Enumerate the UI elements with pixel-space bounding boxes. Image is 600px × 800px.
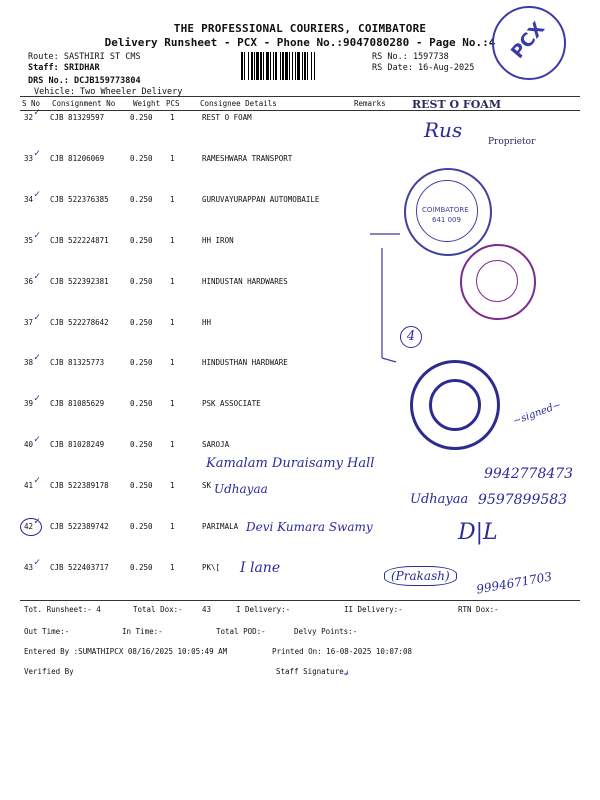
col-pcs: PCS — [166, 99, 180, 108]
staff-signature: Staff Signature — [276, 667, 344, 676]
row-consignee: RAMESHWARA TRANSPORT — [202, 153, 293, 163]
staff-text: Staff: SRIDHAR — [28, 63, 100, 73]
row-pcs: 1 — [170, 153, 175, 163]
page-title: THE PROFESSIONAL COURIERS, COIMBATORE — [173, 22, 427, 35]
row-consignee: GURUVAYURAPPAN AUTOMOBAILE — [202, 194, 320, 204]
row-pcs: 1 — [170, 194, 175, 204]
row-consignee: HH — [202, 317, 212, 327]
row-pcs: 1 — [170, 358, 175, 368]
signature-row32: Rus — [424, 118, 463, 142]
row-sno: 37 — [24, 317, 34, 327]
row-pcs: 1 — [170, 113, 175, 122]
phone-note-1: 9942778473 — [484, 466, 574, 482]
row-sno: 33 — [24, 153, 34, 163]
col-consignment: Consignment No — [52, 99, 116, 108]
row-consignee: HH IRON — [202, 235, 234, 245]
guru-stamp-city: COIMBATORE — [422, 206, 469, 214]
tot-runsheet: Tot. Runsheet:- 4 — [24, 605, 101, 614]
udhaya-signature: Udhayaa — [410, 492, 469, 507]
barcode-bar — [295, 52, 296, 80]
bracket-mark — [360, 228, 420, 378]
barcode-bar — [292, 52, 293, 80]
row-consignment-no: CJB 522224871 — [50, 235, 109, 245]
col-sno: S No — [22, 99, 41, 108]
out-time: Out Time:- — [24, 627, 70, 636]
kamalam-note: Kamalam Duraisamy Hall — [206, 456, 375, 471]
row-consignment-no: CJB 522389178 — [50, 481, 109, 491]
barcode-bar — [270, 52, 271, 80]
row-consignment-no: CJB 81325773 — [50, 358, 105, 368]
row-weight: 0.250 — [130, 113, 153, 122]
row-sno: 35 — [24, 235, 34, 245]
phone-note-2: 9597899583 — [478, 492, 568, 508]
row-42-circle — [20, 518, 42, 536]
row-weight: 0.250 — [130, 358, 153, 368]
barcode-bar — [307, 52, 308, 80]
psk-scribble: ~signed~ — [511, 399, 563, 428]
delvy-points: Delvy Points:- — [294, 627, 358, 636]
check-icon: ✓ — [34, 516, 41, 527]
verified-by: Verified By — [24, 667, 74, 676]
check-icon: ✓ — [34, 393, 41, 405]
hindustan-stamp — [460, 244, 536, 320]
check-icon: ✓ — [34, 352, 41, 364]
check-icon: ✓ — [34, 270, 41, 282]
row-weight: 0.250 — [130, 276, 153, 286]
barcode-bar — [251, 52, 253, 80]
row-consignee: PSK ASSOCIATE — [202, 399, 261, 409]
check-icon: ✓ — [34, 475, 41, 487]
row-sno: 43 — [24, 562, 34, 572]
row-weight: 0.250 — [130, 235, 153, 245]
row-pcs: 1 — [170, 522, 175, 531]
in-time: In Time:- — [122, 627, 163, 636]
row-weight: 0.250 — [130, 440, 153, 450]
row-pcs: 1 — [170, 276, 175, 286]
route-text: Route: SASTHIRI ST CMS — [28, 52, 141, 62]
row-consignee: PARIMALA — [202, 522, 239, 531]
staff-initial: 𝓈 — [344, 664, 349, 678]
row-consignment-no: CJB 522376385 — [50, 194, 109, 204]
row-consignment-no: CJB 81028249 — [50, 440, 105, 450]
row-consignee: PK\[ — [202, 562, 221, 572]
rs-date-text: RS Date: 16-Aug-2025 — [372, 63, 475, 73]
row-weight: 0.250 — [130, 153, 153, 163]
dl-mark: D|L — [458, 520, 498, 545]
row-weight: 0.250 — [130, 562, 153, 572]
barcode-bar — [263, 52, 264, 80]
col-weight: Weight — [133, 99, 161, 108]
barcode — [240, 52, 368, 80]
barcode-bar — [314, 52, 315, 80]
check-icon: ✓ — [34, 229, 41, 241]
check-icon: ✓ — [34, 188, 41, 200]
check-icon: ✓ — [34, 147, 41, 159]
barcode-bar — [302, 52, 303, 80]
barcode-bar — [260, 52, 262, 80]
barcode-bar — [248, 52, 249, 80]
row-consignee: REST O FOAM — [202, 113, 252, 122]
row-weight: 0.250 — [130, 194, 153, 204]
row-consignment-no: CJB 81329597 — [50, 113, 105, 122]
row-pcs: 1 — [170, 317, 175, 327]
row-weight: 0.250 — [130, 522, 153, 531]
row-weight: 0.250 — [130, 399, 153, 409]
i-delivery: I Delivery:- — [236, 605, 291, 614]
total-pod: Total POD:- — [216, 627, 266, 636]
ii-delivery: II Delivery:- — [344, 605, 403, 614]
barcode-bar — [275, 52, 277, 80]
row-sno: 39 — [24, 399, 34, 409]
total-dox-label: Total Dox:- — [133, 605, 183, 614]
prakash-signature: (Prakash) — [384, 566, 457, 586]
row-sno: 38 — [24, 358, 34, 368]
row-consignment-no: CJB 81085629 — [50, 399, 105, 409]
phone-note-3: 9994671703 — [475, 569, 553, 597]
pcx-stamp — [492, 6, 566, 80]
col-remarks: Remarks — [354, 99, 386, 108]
row-consignment-no: CJB 522403717 — [50, 562, 109, 572]
rs-no-text: RS No.: 1597738 — [372, 52, 449, 62]
barcode-bar — [311, 52, 312, 80]
row-sno: 32 — [24, 113, 34, 122]
row-pcs: 1 — [170, 440, 175, 450]
row-consignment-no: CJB 522389742 — [50, 522, 109, 531]
row-sno: 41 — [24, 481, 34, 491]
row-consignee: HINDUSTAN HARDWARES — [202, 276, 288, 286]
total-dox-value: 43 — [202, 605, 212, 614]
runsheet-subtitle: Delivery Runsheet - PCX - Phone No.:9047080280 - Page No.:4 — [104, 36, 496, 49]
check-icon: ✓ — [34, 434, 41, 446]
row-sno: 36 — [24, 276, 34, 286]
vehicle-text: Vehicle: Two Wheeler Delivery — [34, 87, 183, 97]
row-weight: 0.250 — [130, 317, 153, 327]
row-pcs: 1 — [170, 481, 175, 491]
row-pcs: 1 — [170, 562, 175, 572]
rtn-dox: RTN Dox:- — [458, 605, 499, 614]
check-icon: ✓ — [34, 556, 41, 568]
barcode-bar — [273, 52, 274, 80]
row-consignment-no: CJB 81206069 — [50, 153, 105, 163]
barcode-bar — [289, 52, 290, 80]
devi-note: Devi Kumara Swamy — [246, 520, 373, 534]
row-consignment-no: CJB 522392381 — [50, 276, 109, 286]
row-consignee: SAROJA — [202, 440, 230, 450]
barcode-bar — [280, 52, 281, 80]
circled-four: 4 — [400, 326, 422, 348]
barcode-bar — [297, 52, 300, 80]
barcode-bar — [241, 52, 243, 80]
barcode-bar — [254, 52, 255, 80]
barcode-bar — [282, 52, 284, 80]
check-icon: ✓ — [34, 107, 41, 118]
udhaya-note-inline: Udhayaa — [214, 482, 268, 496]
barcode-bar — [285, 52, 288, 80]
row-sno: 42 — [24, 522, 34, 531]
row-sno: 34 — [24, 194, 34, 204]
row-pcs: 1 — [170, 399, 175, 409]
proprietor-label: Proprietor — [488, 137, 536, 147]
resto-foam-stamp: REST O FOAM — [412, 98, 501, 111]
barcode-bar — [256, 52, 259, 80]
barcode-bar — [304, 52, 306, 80]
table-top-rule — [20, 96, 580, 97]
row-sno: 40 — [24, 440, 34, 450]
table-bottom-rule — [20, 600, 580, 601]
row-pcs: 1 — [170, 235, 175, 245]
check-icon: ✓ — [34, 311, 41, 323]
row-consignee: SK — [202, 481, 212, 491]
printed-on: Printed On: 16-08-2025 10:07:08 — [272, 647, 412, 656]
barcode-bar — [266, 52, 269, 80]
drs-no-text: DRS No.: DCJB159773804 — [28, 76, 141, 86]
psk-stamp — [410, 360, 500, 450]
barcode-bar — [244, 52, 245, 80]
entered-by: Entered By :SUMATHIPCX 08/16/2025 10:05:49 AM — [24, 647, 228, 656]
guru-stamp-pin: 641 009 — [432, 216, 461, 224]
row-weight: 0.250 — [130, 481, 153, 491]
col-consignee: Consignee Details — [200, 99, 277, 108]
row-consignee: HINDUSTHAN HARDWARE — [202, 358, 288, 368]
lane-note: I lane — [240, 560, 281, 576]
pcx-stamp-text: PCX — [507, 18, 550, 63]
row-consignment-no: CJB 522278642 — [50, 317, 109, 327]
